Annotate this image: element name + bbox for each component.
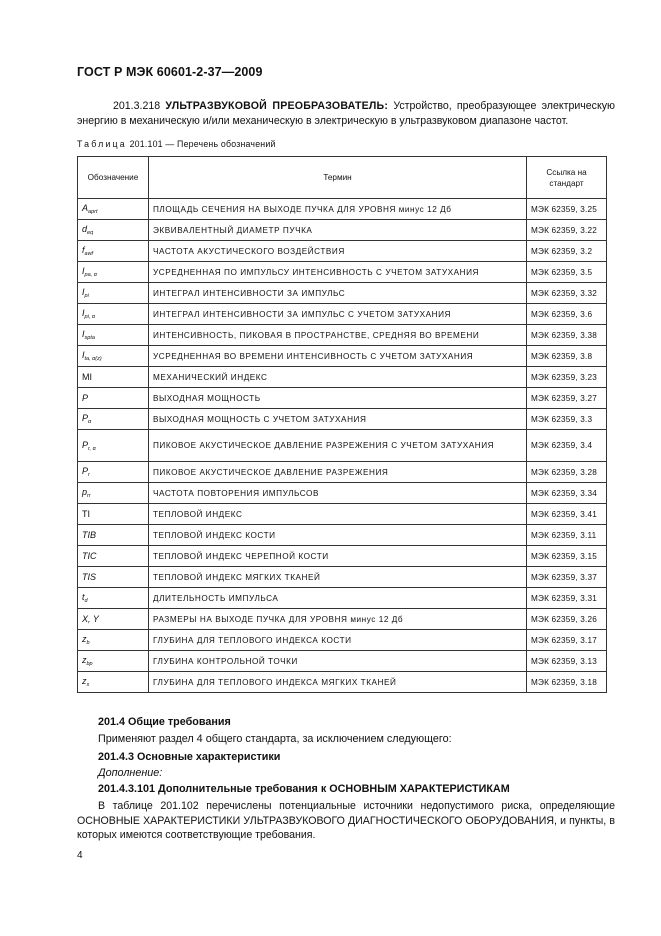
symbol-main: X, Y bbox=[82, 614, 99, 624]
term-cell: ТЕПЛОВОЙ ИНДЕКС МЯГКИХ ТКАНЕЙ bbox=[149, 567, 527, 588]
symbol-subscript: rr bbox=[87, 493, 91, 499]
symbol-cell bbox=[78, 346, 149, 367]
reference-cell: МЭК 62359, 3.25 bbox=[527, 199, 607, 220]
table-header-row bbox=[78, 157, 607, 199]
table-row bbox=[78, 483, 607, 504]
reference-cell: МЭК 62359, 3.6 bbox=[527, 304, 607, 325]
reference-cell: МЭК 62359, 3.18 bbox=[527, 672, 607, 693]
reference-cell: МЭК 62359, 3.28 bbox=[527, 462, 607, 483]
reference-cell: МЭК 62359, 3.4 bbox=[527, 430, 607, 462]
term-cell: ИНТЕГРАЛ ИНТЕНСИВНОСТИ ЗА ИМПУЛЬС С УЧЕТОМ ЗАТУХАНИЯ bbox=[149, 304, 527, 325]
header-symbol: Обозначение bbox=[78, 157, 149, 199]
symbol-main: P bbox=[82, 393, 89, 403]
term-cell: ВЫХОДНАЯ МОЩНОСТЬ С УЧЕТОМ ЗАТУХАНИЯ bbox=[149, 409, 527, 430]
symbol-cell bbox=[78, 262, 149, 283]
term-cell: МЕХАНИЧЕСКИЙ ИНДЕКС bbox=[149, 367, 527, 388]
table-row bbox=[78, 651, 607, 672]
symbol-main: TIS bbox=[82, 572, 97, 582]
symbol-main: I bbox=[82, 308, 85, 318]
section-201-4-3-addition: Дополнение: bbox=[98, 767, 163, 779]
term-cell: ГЛУБИНА ДЛЯ ТЕПЛОВОГО ИНДЕКСА КОСТИ bbox=[149, 630, 527, 651]
term-cell: ЧАСТОТА ПОВТОРЕНИЯ ИМПУЛЬСОВ bbox=[149, 483, 527, 504]
definition-paragraph bbox=[77, 99, 615, 129]
term-cell: УСРЕДНЕННАЯ ПО ИМПУЛЬСУ ИНТЕНСИВНОСТЬ С УЧЕТОМ ЗАТУХАНИЯ bbox=[149, 262, 527, 283]
section-201-4-3-101-text: В таблице 201.102 перечислены потенциальные источники недопустимого риска, определяющие ОСНОВНЫЕ ХАРАКТЕРИСТИКИ УЛЬТРАЗВУКОВОГО ДИАГНОСТИЧЕСКОГО ОБОРУДОВАНИЯ, и пункты, в которых имеются соответствующие требования. bbox=[77, 800, 615, 841]
section-201-4-heading: 201.4 Общие требования bbox=[98, 716, 231, 728]
symbol-cell bbox=[78, 462, 149, 483]
table-row bbox=[78, 588, 607, 609]
term-cell: ГЛУБИНА ДЛЯ ТЕПЛОВОГО ИНДЕКСА МЯГКИХ ТКАНЕЙ bbox=[149, 672, 527, 693]
symbol-main: z bbox=[82, 634, 87, 644]
page-number: 4 bbox=[77, 850, 83, 861]
symbol-cell bbox=[78, 367, 149, 388]
table-row bbox=[78, 325, 607, 346]
symbol-main: f bbox=[82, 245, 85, 255]
symbol-subscript: pi bbox=[84, 293, 89, 299]
reference-cell: МЭК 62359, 3.13 bbox=[527, 651, 607, 672]
symbol-subscript: α bbox=[88, 419, 92, 425]
table-caption-title: 201.101 — Перечень обозначений bbox=[129, 139, 276, 149]
reference-cell: МЭК 62359, 3.34 bbox=[527, 483, 607, 504]
table-row bbox=[78, 546, 607, 567]
symbol-cell bbox=[78, 609, 149, 630]
reference-cell: МЭК 62359, 3.5 bbox=[527, 262, 607, 283]
reference-cell: МЭК 62359, 3.11 bbox=[527, 525, 607, 546]
reference-cell: МЭК 62359, 3.26 bbox=[527, 609, 607, 630]
symbol-subscript: awf bbox=[84, 251, 94, 257]
reference-cell: МЭК 62359, 3.17 bbox=[527, 630, 607, 651]
term-cell: ВЫХОДНАЯ МОЩНОСТЬ bbox=[149, 388, 527, 409]
symbol-subscript: pi, α bbox=[84, 314, 95, 320]
definition-number: 201.3.218 bbox=[113, 100, 161, 112]
symbol-subscript: bp bbox=[86, 661, 93, 667]
symbol-cell bbox=[78, 588, 149, 609]
symbol-cell bbox=[78, 483, 149, 504]
term-cell: ДЛИТЕЛЬНОСТЬ ИМПУЛЬСА bbox=[149, 588, 527, 609]
term-cell: ТЕПЛОВОЙ ИНДЕКС bbox=[149, 504, 527, 525]
table-row bbox=[78, 283, 607, 304]
symbol-cell bbox=[78, 220, 149, 241]
symbol-main: P bbox=[82, 439, 89, 450]
definition-term: УЛЬТРАЗВУКОВОЙ ПРЕОБРАЗОВАТЕЛЬ: bbox=[165, 100, 389, 112]
table-row bbox=[78, 567, 607, 588]
table-caption-word: Таблица bbox=[77, 139, 127, 149]
symbol-cell bbox=[78, 630, 149, 651]
header-term: Термин bbox=[149, 157, 527, 199]
reference-cell: МЭК 62359, 3.15 bbox=[527, 546, 607, 567]
symbol-main: z bbox=[82, 676, 87, 686]
term-cell: РАЗМЕРЫ НА ВЫХОДЕ ПУЧКА ДЛЯ УРОВНЯ минус 12 Дб bbox=[149, 609, 527, 630]
symbol-main: MI bbox=[82, 372, 92, 382]
reference-cell: МЭК 62359, 3.31 bbox=[527, 588, 607, 609]
table-row bbox=[78, 430, 607, 462]
symbol-cell bbox=[78, 409, 149, 430]
section-201-4-text: Применяют раздел 4 общего стандарта, за исключением следующего: bbox=[98, 733, 452, 745]
symbol-subscript: r, α bbox=[88, 445, 96, 452]
table-row bbox=[78, 220, 607, 241]
symbol-main: TIC bbox=[82, 551, 97, 561]
term-cell: ГЛУБИНА КОНТРОЛЬНОЙ ТОЧКИ bbox=[149, 651, 527, 672]
symbol-subscript: ta, α(z) bbox=[84, 356, 102, 362]
table-row bbox=[78, 346, 607, 367]
term-cell: ЭКВИВАЛЕНТНЫЙ ДИАМЕТР ПУЧКА bbox=[149, 220, 527, 241]
header-reference: Ссылка на стандарт bbox=[527, 157, 607, 199]
symbol-main: t bbox=[82, 592, 85, 602]
symbol-main: P bbox=[82, 466, 89, 476]
symbol-main: I bbox=[82, 287, 85, 297]
section-201-4-3-heading: 201.4.3 Основные характеристики bbox=[98, 751, 281, 763]
reference-cell: МЭК 62359, 3.41 bbox=[527, 504, 607, 525]
term-cell: ПЛОЩАДЬ СЕЧЕНИЯ НА ВЫХОДЕ ПУЧКА ДЛЯ УРОВНЯ минус 12 Дб bbox=[149, 199, 527, 220]
symbol-subscript: aprt bbox=[88, 209, 98, 215]
symbol-main: p bbox=[82, 487, 88, 497]
symbol-cell bbox=[78, 241, 149, 262]
symbol-cell bbox=[78, 325, 149, 346]
symbol-main: z bbox=[82, 655, 87, 665]
symbol-main: P bbox=[82, 413, 89, 423]
reference-cell: МЭК 62359, 3.27 bbox=[527, 388, 607, 409]
term-cell: ТЕПЛОВОЙ ИНДЕКС ЧЕРЕПНОЙ КОСТИ bbox=[149, 546, 527, 567]
symbol-main: I bbox=[82, 350, 85, 360]
document-header: ГОСТ Р МЭК 60601-2-37—2009 bbox=[77, 65, 263, 79]
symbol-main: A bbox=[82, 203, 89, 213]
term-cell: ИНТЕГРАЛ ИНТЕНСИВНОСТИ ЗА ИМПУЛЬС bbox=[149, 283, 527, 304]
table-caption bbox=[77, 139, 276, 149]
table-row bbox=[78, 672, 607, 693]
symbol-main: d bbox=[82, 224, 88, 234]
section-201-4-3-101-heading: 201.4.3.101 Дополнительные требования к ОСНОВНЫМ ХАРАКТЕРИСТИКАМ bbox=[98, 783, 510, 795]
symbol-subscript: s bbox=[86, 682, 90, 688]
table-row bbox=[78, 504, 607, 525]
definition-text: Устройство, преобразующее электрическую энергию в механическую и/или механическую в электрическую в ультразвуковом диапазоне частот. bbox=[77, 100, 615, 127]
table-row bbox=[78, 462, 607, 483]
symbol-main: I bbox=[82, 266, 85, 276]
symbol-cell bbox=[78, 430, 149, 462]
symbols-table bbox=[77, 156, 607, 693]
term-cell: ЧАСТОТА АКУСТИЧЕСКОГО ВОЗДЕЙСТВИЯ bbox=[149, 241, 527, 262]
reference-cell: МЭК 62359, 3.8 bbox=[527, 346, 607, 367]
symbol-subscript: r bbox=[88, 472, 90, 478]
symbol-main: TIB bbox=[82, 530, 97, 540]
table-row bbox=[78, 388, 607, 409]
table-body bbox=[78, 199, 607, 693]
term-cell: ПИКОВОЕ АКУСТИЧЕСКОЕ ДАВЛЕНИЕ РАЗРЕЖЕНИЯ С УЧЕТОМ ЗАТУХАНИЯ bbox=[149, 430, 527, 462]
symbol-cell bbox=[78, 283, 149, 304]
reference-cell: МЭК 62359, 3.23 bbox=[527, 367, 607, 388]
symbol-subscript: spta bbox=[84, 335, 95, 341]
symbol-cell bbox=[78, 651, 149, 672]
symbol-cell bbox=[78, 567, 149, 588]
symbol-subscript: d bbox=[84, 598, 88, 604]
symbol-main: I bbox=[82, 329, 85, 339]
table-row bbox=[78, 409, 607, 430]
table-row bbox=[78, 367, 607, 388]
symbol-cell bbox=[78, 525, 149, 546]
symbol-subscript: b bbox=[86, 640, 90, 646]
symbol-cell bbox=[78, 388, 149, 409]
symbol-main: TI bbox=[82, 509, 90, 519]
term-cell: ИНТЕНСИВНОСТЬ, ПИКОВАЯ В ПРОСТРАНСТВЕ, СРЕДНЯЯ ВО ВРЕМЕНИ bbox=[149, 325, 527, 346]
table-row bbox=[78, 241, 607, 262]
term-cell: ПИКОВОЕ АКУСТИЧЕСКОЕ ДАВЛЕНИЕ РАЗРЕЖЕНИЯ bbox=[149, 462, 527, 483]
reference-cell: МЭК 62359, 3.2 bbox=[527, 241, 607, 262]
symbol-cell bbox=[78, 304, 149, 325]
symbol-subscript: pa, α bbox=[84, 272, 97, 278]
reference-cell: МЭК 62359, 3.22 bbox=[527, 220, 607, 241]
reference-cell: МЭК 62359, 3.37 bbox=[527, 567, 607, 588]
table-row bbox=[78, 304, 607, 325]
reference-cell: МЭК 62359, 3.32 bbox=[527, 283, 607, 304]
symbol-cell bbox=[78, 546, 149, 567]
table-row bbox=[78, 199, 607, 220]
reference-cell: МЭК 62359, 3.3 bbox=[527, 409, 607, 430]
symbol-cell bbox=[78, 504, 149, 525]
table-row bbox=[78, 525, 607, 546]
reference-cell: МЭК 62359, 3.38 bbox=[527, 325, 607, 346]
term-cell: УСРЕДНЕННАЯ ВО ВРЕМЕНИ ИНТЕНСИВНОСТЬ С УЧЕТОМ ЗАТУХАНИЯ bbox=[149, 346, 527, 367]
symbol-subscript: eq bbox=[87, 230, 94, 236]
table-row bbox=[78, 609, 607, 630]
symbol-cell bbox=[78, 672, 149, 693]
term-cell: ТЕПЛОВОЙ ИНДЕКС КОСТИ bbox=[149, 525, 527, 546]
table-row bbox=[78, 262, 607, 283]
table-row bbox=[78, 630, 607, 651]
symbol-cell bbox=[78, 199, 149, 220]
